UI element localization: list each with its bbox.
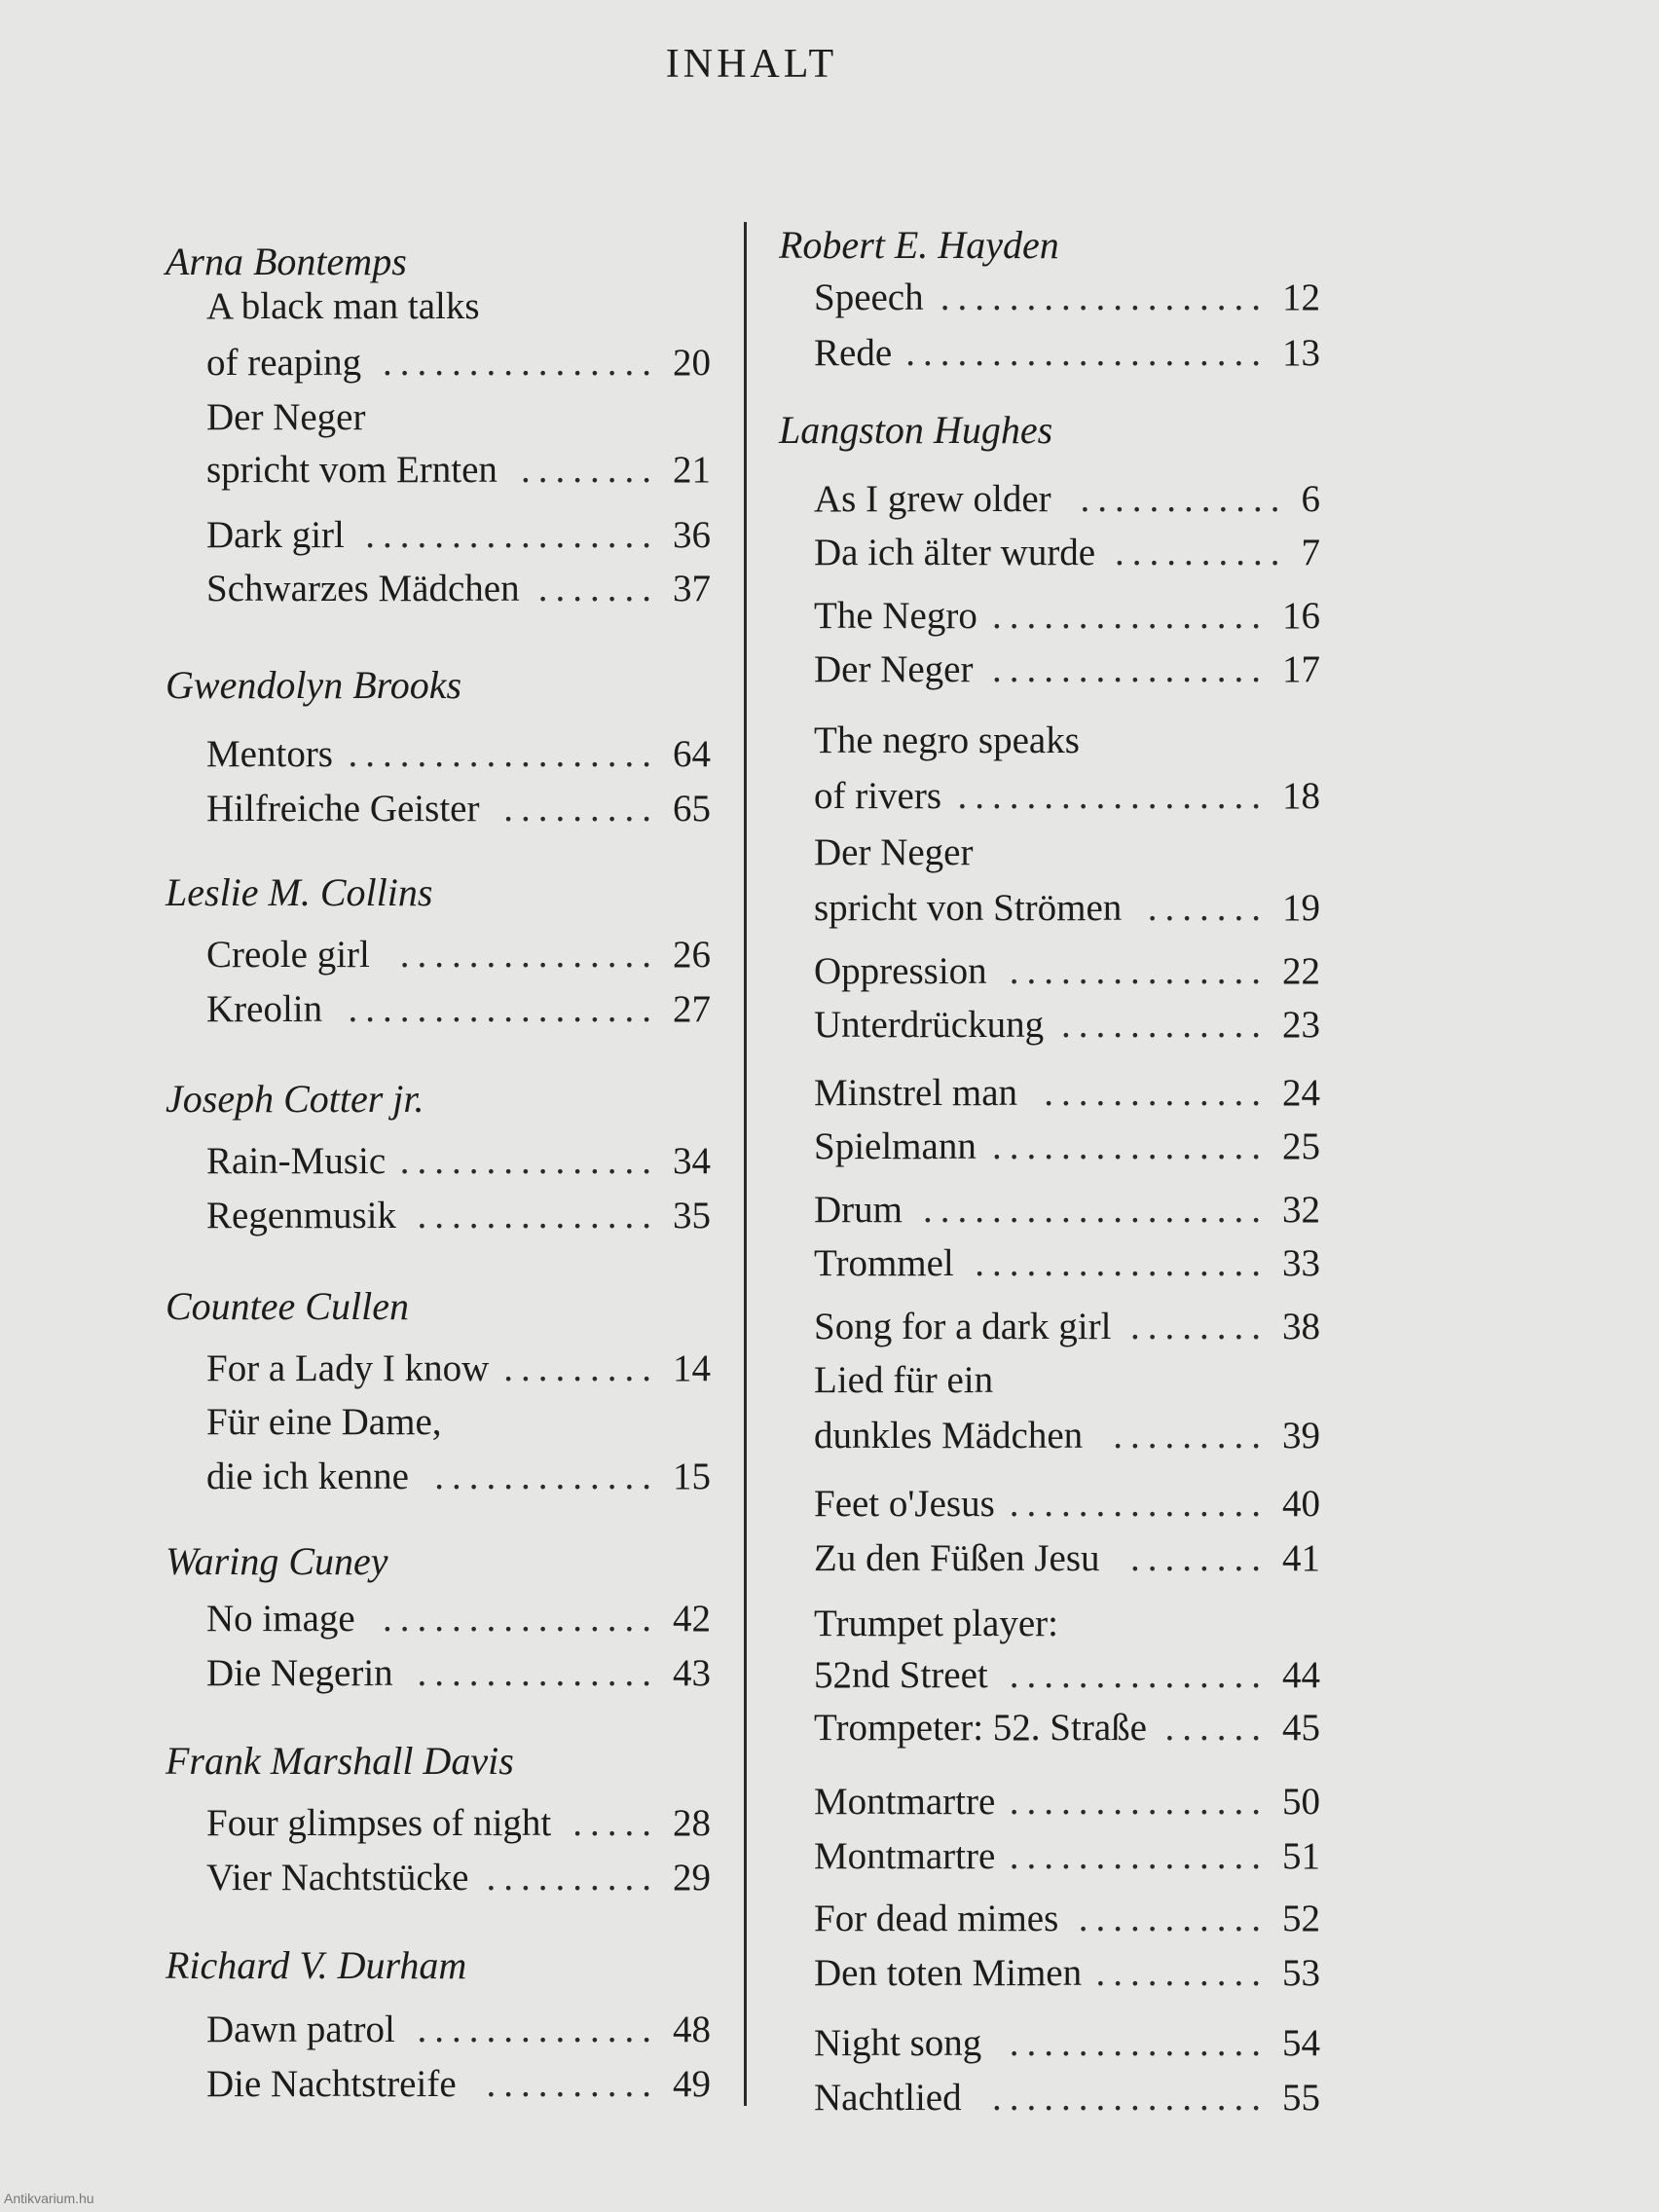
page-number: 15 — [673, 1456, 711, 1497]
dot-leader: ................... — [940, 276, 1269, 318]
page-number: 14 — [673, 1347, 711, 1389]
dot-leader: .................... — [923, 1189, 1269, 1231]
page-number: 41 — [1282, 1537, 1320, 1579]
entry-title: Rain-Music — [206, 1140, 387, 1182]
entry-title: Die Nachtstreife — [206, 2063, 457, 2105]
dot-leader: ............. — [1044, 1072, 1269, 1114]
dot-leader: ......... — [503, 788, 659, 830]
author-name: Robert E. Hayden — [779, 223, 1059, 267]
page-number: 37 — [673, 568, 711, 609]
dot-leader: ................. — [365, 514, 659, 556]
dot-leader: ................ — [992, 595, 1269, 637]
entry-title: No image — [206, 1598, 355, 1640]
entry-title: die ich kenne — [206, 1456, 409, 1497]
author-name: Leslie M. Collins — [166, 870, 433, 914]
entry-title: Kreolin — [206, 988, 323, 1030]
entry-title: A black man talks — [206, 285, 480, 327]
entry-title: Minstrel man — [814, 1072, 1018, 1114]
page-number: 49 — [673, 2063, 711, 2105]
entry-title: As I grew older — [814, 478, 1051, 520]
dot-leader: ................ — [992, 1125, 1269, 1167]
entry-title: Zu den Füßen Jesu — [814, 1537, 1100, 1579]
dot-leader: ............... — [399, 1140, 659, 1182]
dot-leader: .......... — [486, 1857, 659, 1899]
entry-title: The Negro — [814, 595, 977, 637]
page-number: 24 — [1282, 1072, 1320, 1114]
author-name: Gwendolyn Brooks — [166, 663, 462, 707]
entry-title: Montmartre — [814, 1781, 996, 1823]
entry-title: Da ich älter wurde — [814, 532, 1096, 573]
page-number: 28 — [673, 1802, 711, 1844]
page-number: 64 — [673, 733, 711, 775]
author-name: Frank Marshall Davis — [166, 1739, 514, 1783]
entry-title: Nachtlied — [814, 2077, 962, 2119]
entry-title: Trompeter: 52. Straße — [814, 1707, 1147, 1749]
entry-title: of reaping — [206, 342, 362, 384]
dot-leader: ........ — [1130, 1306, 1269, 1347]
page-number: 22 — [1282, 950, 1320, 992]
entry-title: Mentors — [206, 733, 333, 775]
entry-title: Four glimpses of night — [206, 1802, 552, 1844]
dot-leader: .................. — [348, 733, 659, 775]
author-name: Richard V. Durham — [166, 1943, 467, 1987]
entry-title: Montmartre — [814, 1835, 996, 1877]
page-number: 34 — [673, 1140, 711, 1182]
entry-title: of rivers — [814, 775, 942, 817]
dot-leader: ........... — [1078, 1898, 1269, 1939]
page-number: 54 — [1282, 2022, 1320, 2064]
watermark-footer: Antikvarium.hu — [4, 2191, 94, 2206]
entry-title: Die Negerin — [206, 1652, 393, 1694]
page-number: 33 — [1282, 1242, 1320, 1284]
page-number: 12 — [1282, 276, 1320, 318]
entry-title: Regenmusik — [206, 1195, 396, 1236]
dot-leader: .......... — [486, 2063, 659, 2105]
dot-leader: ......... — [1113, 1415, 1269, 1456]
page-number: 48 — [673, 2009, 711, 2050]
dot-leader: ............... — [1009, 1654, 1269, 1696]
entry-title: Speech — [814, 276, 924, 318]
page-number: 32 — [1282, 1189, 1320, 1231]
page-number: 6 — [1301, 478, 1320, 520]
entry-title: Trommel — [814, 1242, 954, 1284]
entry-title: Den toten Mimen — [814, 1952, 1083, 1994]
dot-leader: ........ — [521, 449, 659, 491]
page-number: 51 — [1282, 1835, 1320, 1877]
entry-title: Night song — [814, 2022, 982, 2064]
page-number: 53 — [1282, 1952, 1320, 1994]
page-number: 13 — [1282, 332, 1320, 374]
dot-leader: .............. — [417, 2009, 659, 2050]
entry-title: Der Neger — [206, 396, 366, 438]
dot-leader: ................. — [975, 1242, 1269, 1284]
page-number: 26 — [673, 934, 711, 976]
entry-title: Dark girl — [206, 514, 345, 556]
dot-leader: ..... — [572, 1802, 659, 1844]
dot-leader: ................ — [992, 2077, 1269, 2119]
page-number: 25 — [1282, 1125, 1320, 1167]
author-name: Joseph Cotter jr. — [166, 1077, 424, 1121]
page-number: 20 — [673, 342, 711, 384]
page-number: 40 — [1282, 1483, 1320, 1525]
entry-title: Der Neger — [814, 648, 974, 690]
page-number: 52 — [1282, 1898, 1320, 1939]
dot-leader: ................ — [383, 342, 659, 384]
author-name: Arna Bontemps — [166, 240, 407, 283]
page-number: 50 — [1282, 1781, 1320, 1823]
entry-title: Song for a dark girl — [814, 1306, 1112, 1347]
author-name: Countee Cullen — [166, 1284, 409, 1328]
entry-title: Creole girl — [206, 934, 370, 976]
entry-title: spricht vom Ernten — [206, 449, 498, 491]
page-number: 21 — [673, 449, 711, 491]
entry-title: Trumpet player: — [814, 1603, 1058, 1644]
dot-leader: ............ — [1080, 478, 1288, 520]
entry-title: Hilfreiche Geister — [206, 788, 480, 830]
page-number: 7 — [1301, 532, 1320, 573]
page-number: 36 — [673, 514, 711, 556]
entry-title: spricht von Strömen — [814, 887, 1123, 929]
entry-title: Oppression — [814, 950, 987, 992]
dot-leader: .................. — [957, 775, 1269, 817]
dot-leader: ............... — [1009, 1483, 1269, 1525]
dot-leader: .................. — [348, 988, 659, 1030]
page-number: 44 — [1282, 1654, 1320, 1696]
page-number: 27 — [673, 988, 711, 1030]
entry-title: Unterdrückung — [814, 1004, 1045, 1046]
page-number: 42 — [673, 1598, 711, 1640]
page-number: 65 — [673, 788, 711, 830]
entry-title: Schwarzes Mädchen — [206, 568, 520, 609]
page-number: 16 — [1282, 595, 1320, 637]
dot-leader: ............... — [1009, 950, 1269, 992]
page-number: 45 — [1282, 1707, 1320, 1749]
author-name: Langston Hughes — [779, 408, 1053, 452]
dot-leader: ..................... — [905, 332, 1269, 374]
page-number: 23 — [1282, 1004, 1320, 1046]
entry-title: Dawn patrol — [206, 2009, 395, 2050]
entry-title: 52nd Street — [814, 1654, 988, 1696]
dot-leader: .......... — [1095, 1952, 1269, 1994]
entry-title: For dead mimes — [814, 1898, 1059, 1939]
dot-leader: ............... — [399, 934, 659, 976]
page-number: 18 — [1282, 775, 1320, 817]
dot-leader: ...... — [1164, 1707, 1269, 1749]
page-number: 43 — [673, 1652, 711, 1694]
entry-title: Drum — [814, 1189, 903, 1231]
page-number: 19 — [1282, 887, 1320, 929]
dot-leader: ............. — [434, 1456, 659, 1497]
entry-title: Spielmann — [814, 1125, 977, 1167]
dot-leader: ............... — [1009, 1835, 1269, 1877]
dot-leader: ....... — [1147, 887, 1269, 929]
entry-title: Vier Nachtstücke — [206, 1857, 469, 1899]
page-number: 17 — [1282, 648, 1320, 690]
entry-title: Der Neger — [814, 831, 974, 873]
entry-title: For a Lady I know — [206, 1347, 490, 1389]
entry-title: dunkles Mädchen — [814, 1415, 1084, 1456]
dot-leader: ............... — [1009, 2022, 1269, 2064]
page-number: 39 — [1282, 1415, 1320, 1456]
dot-leader: ............ — [1061, 1004, 1269, 1046]
dot-leader: ............... — [1009, 1781, 1269, 1823]
dot-leader: .......... — [1115, 532, 1288, 573]
dot-leader: .............. — [417, 1652, 659, 1694]
dot-leader: ................ — [383, 1598, 659, 1640]
column-divider — [744, 222, 747, 2106]
dot-leader: ................ — [992, 648, 1269, 690]
page-title: INHALT — [665, 42, 838, 87]
entry-title: Rede — [814, 332, 893, 374]
author-name: Waring Cuney — [166, 1539, 388, 1583]
page-number: 29 — [673, 1857, 711, 1899]
page-number: 35 — [673, 1195, 711, 1236]
entry-title: Für eine Dame, — [206, 1401, 442, 1443]
dot-leader: ......... — [503, 1347, 659, 1389]
entry-title: The negro speaks — [814, 719, 1080, 761]
page-number: 38 — [1282, 1306, 1320, 1347]
entry-title: Feet o'Jesus — [814, 1483, 995, 1525]
page-number: 55 — [1282, 2077, 1320, 2119]
dot-leader: ....... — [537, 568, 659, 609]
dot-leader: .............. — [417, 1195, 659, 1236]
entry-title: Lied für ein — [814, 1359, 994, 1401]
dot-leader: ........ — [1130, 1537, 1269, 1579]
